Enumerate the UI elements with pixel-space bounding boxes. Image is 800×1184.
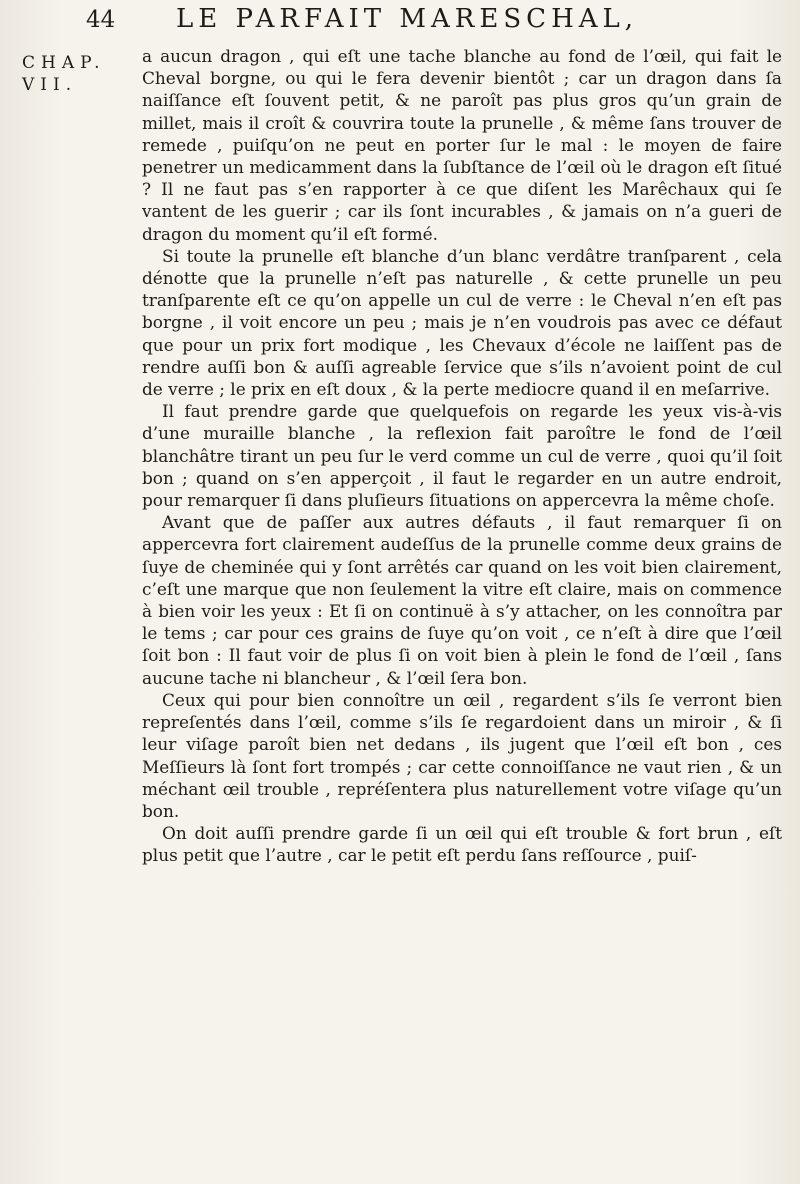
chapter-margin-note [22,52,106,96]
paragraph-oeil-trouble: On doit auſſi prendre garde ſi un œil qui eſt trouble & fort brun , eſt plus petit que l’autre , car le petit eſt perdu ſans reſſource , puiſ- [142,823,782,866]
running-title: LE PARFAIT MARESCHAL, [176,4,639,34]
body-text [142,45,782,867]
paragraph-dragon: a aucun dragon , qui eſt une tache blanche au fond de l’œil, qui fait le Cheval borgne, ou qui le fera devenir bientôt ; car un dragon dans ſa naiſſance eſt ſouvent petit, & ne paroît pas plus gros qu’un grain de millet, mais il croît & couvrira toute la prunelle , & même ſans trouver de remede , puiſqu’on ne peut en porter ſur le mal : le moyen de faire penetrer un medicamment dans la ſubſtance de l’œil où le dragon eſt ſitué ? Il ne faut pas s’en rapporter à ce que diſent les Marêchaux qui ſe vantent de les guerir ; car ils ſont incurables , & jamais on n’a gueri de dragon du moment qu’il eſt formé. [142,46,782,244]
margin-note-number: VII. [22,75,78,95]
paragraph-cul-de-verre: Si toute la prunelle eſt blanche d’un blanc verdâtre tranſparent , cela dénotte que la prunelle n’eſt pas naturelle , & cette prunelle un peu tranſparente eſt ce qu’on appelle un cul de verre : le Cheval n’en eſt pas borgne , il voit encore un peu ; mais je n’en voudrois pas avec ce défaut que pour un prix fort modique , les Chevaux d’école ne laiſſent pas de rendre auſſi bon & auſſi agreable ſervice que s’ils n’avoient point de cul de verre ; le prix en eſt doux , & la perte mediocre quand il en meſarrive. [142,245,782,400]
paragraph-reflexion: Il faut prendre garde que quelquefois on regarde les yeux vis-à-vis d’une muraille blanche , la reflexion fait paroître le fond de l’œil blanchâtre tirant un peu ſur le verd comme un cul de verre , quoi qu’il ſoit bon ; quand on s’en apperçoit , il faut le regarder en un autre endroit, pour remarquer ſi dans pluſieurs ſituations on appercevra la même choſe. [142,401,782,511]
page-header [86,4,760,44]
paragraph-miroir: Ceux qui pour bien connoître un œil , regardent s’ils ſe verront bien repreſentés dans l’œil, comme s’ils ſe regardoient dans un miroir , & ſi leur viſage paroît bien net dedans , ils jugent que l’œil eſt bon , ces Meſſieurs là ſont fort trompés ; car cette connoiſſance ne vaut rien , & un méchant œil trouble , repréſentera plus naturellement votre viſage qu’un bon. [142,689,782,821]
margin-note-chap: CHAP. [22,53,106,73]
page-number: 44 [86,7,116,33]
paragraph-grains-de-suye: Avant que de paſſer aux autres défauts , il faut remarquer ſi on appercevra fort clairement audeſſus de la prunelle comme deux grains de ſuye de cheminée qui y ſont arrêtés car quand on les voit bien clairement, c’eſt une marque que non ſeulement la vitre eſt claire, mais on commence à bien voir les yeux : Et ſi on continuë à s’y attacher, on les connoîtra par le tems ; car pour ces grains de ſuye qu’on voit , ce n’eſt à dire que l’œil ſoit bon : Il faut voir de plus ſi on voit bien à plein le fond de l’œil , ſans aucune tache ni blancheur , & l’œil ſera bon. [142,512,782,688]
